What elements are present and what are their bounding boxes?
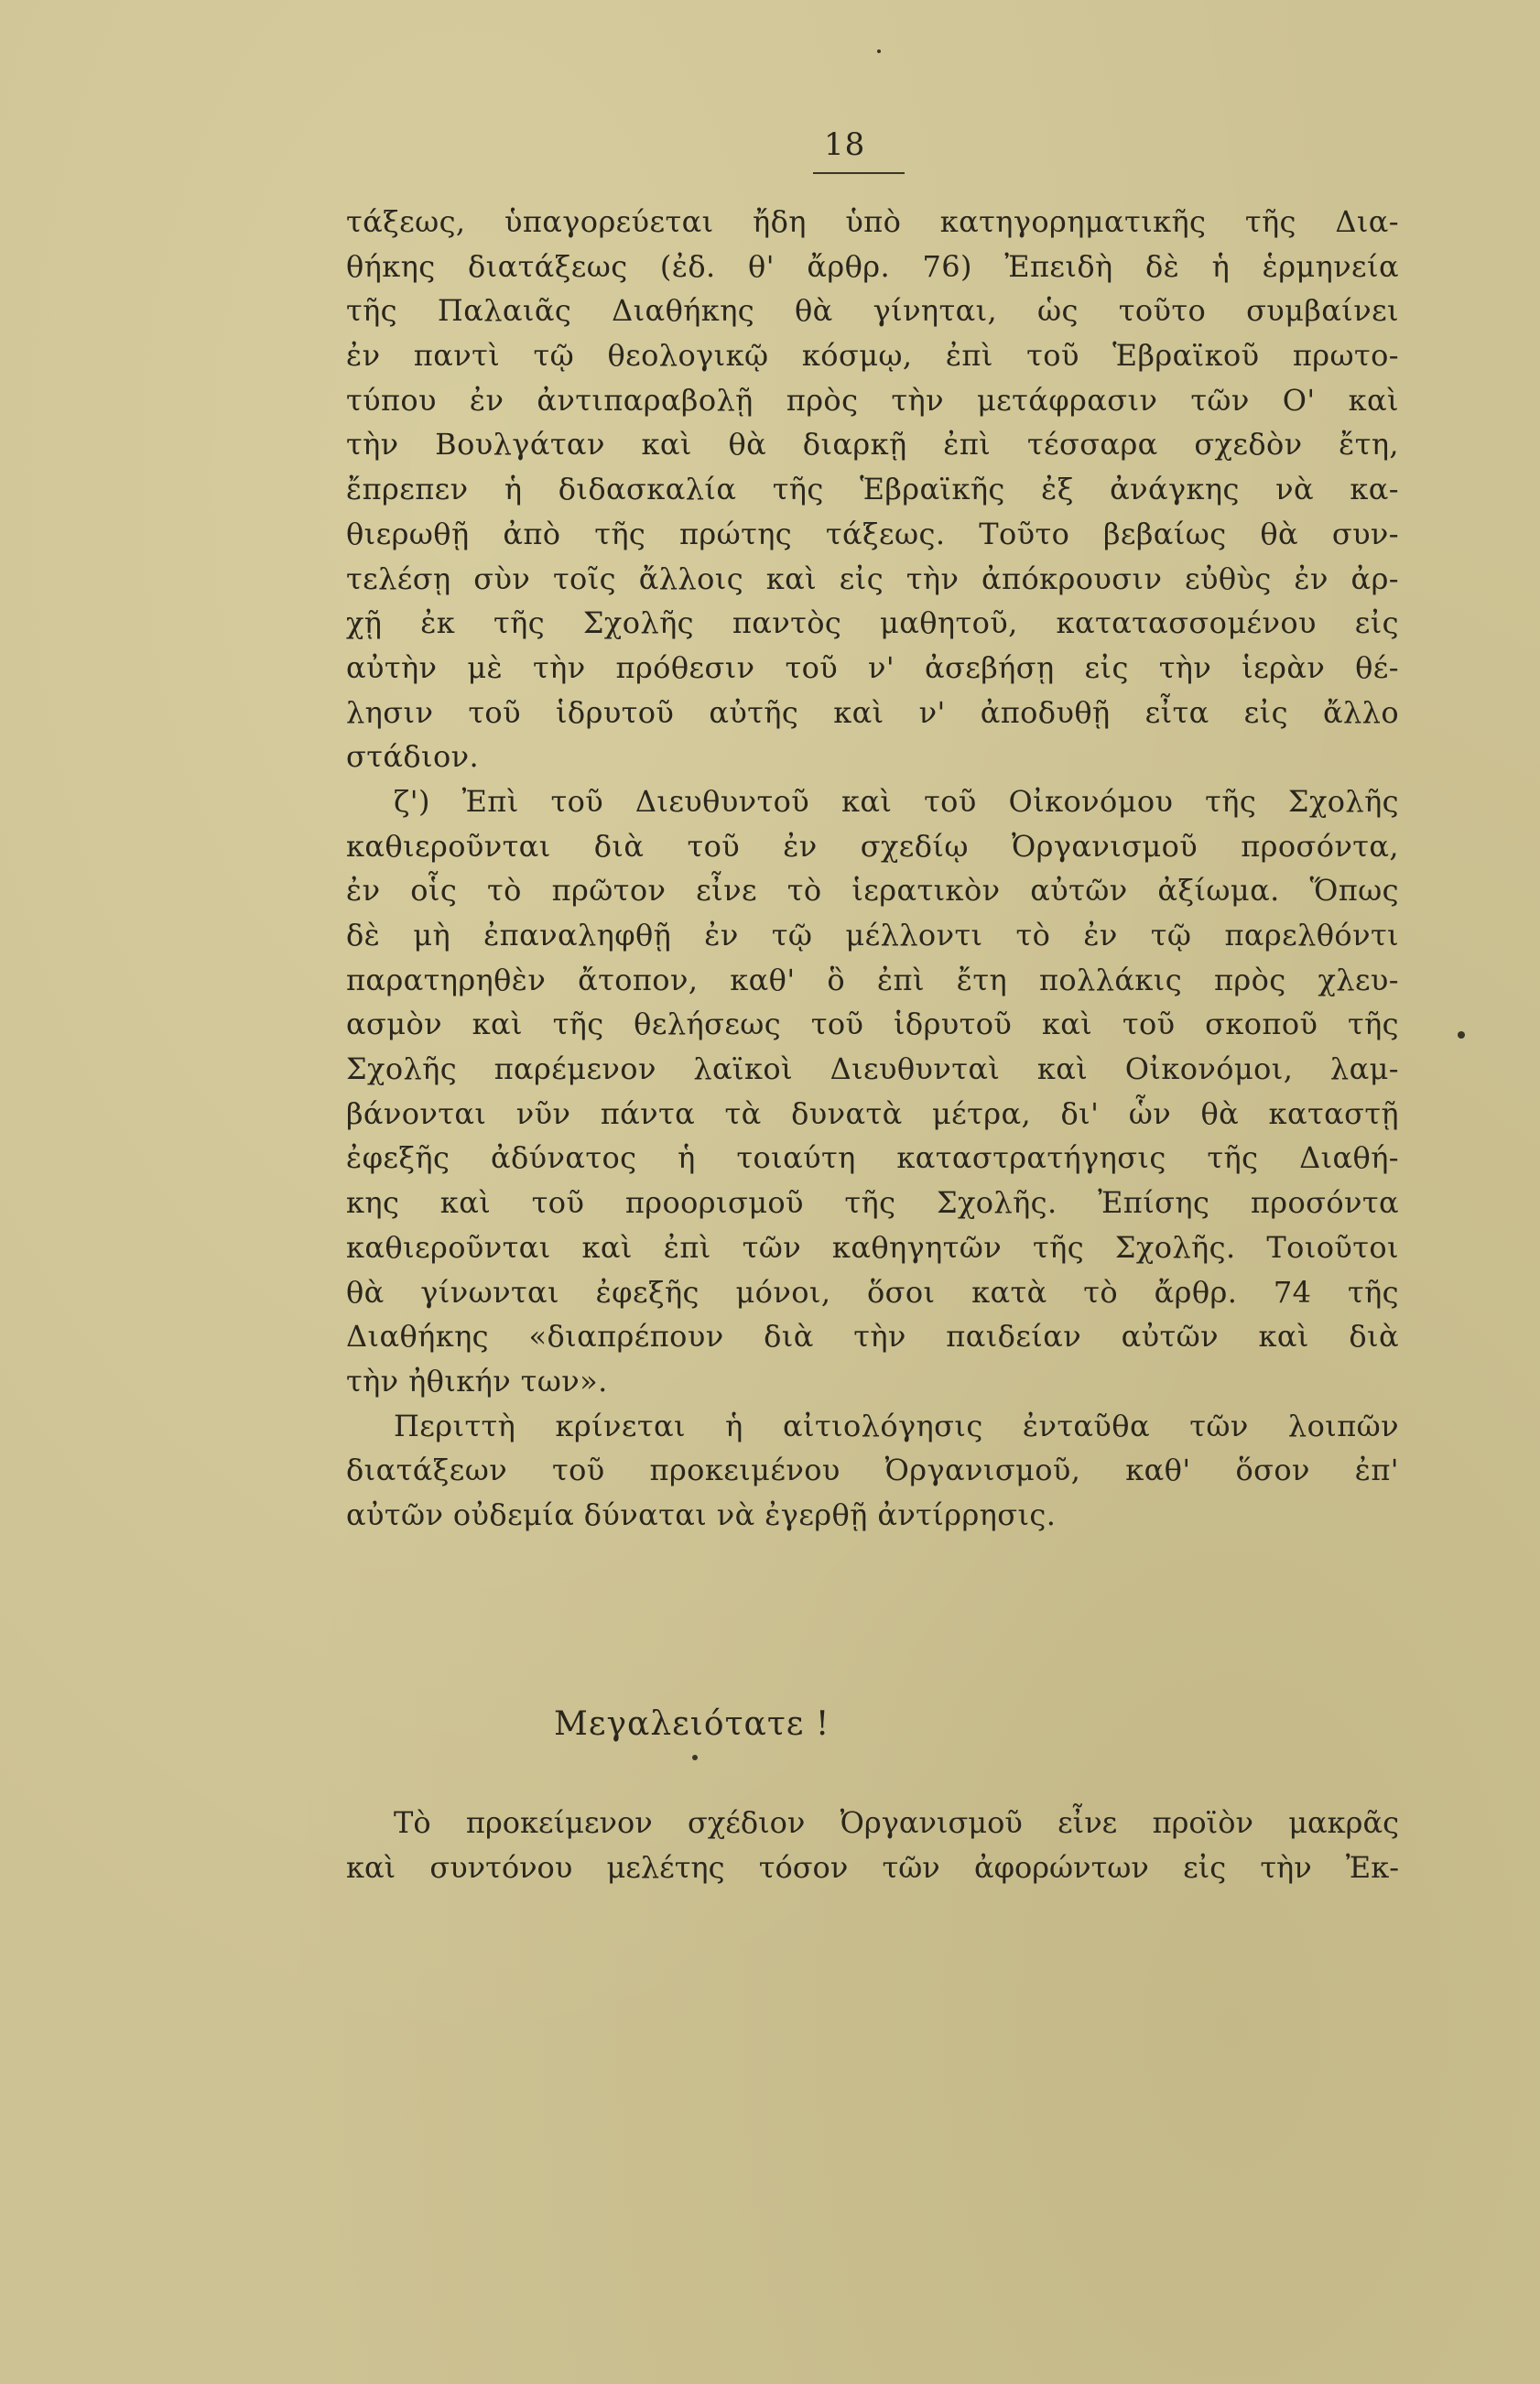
text-line: τάξεως, ὑπαγορεύεται ἤδη ὑπὸ κατηγορηματικῆς τῆς Δια- — [346, 204, 1399, 239]
ink-speck — [1458, 1031, 1465, 1039]
text-line: καθιεροῦνται διὰ τοῦ ἐν σχεδίῳ Ὀργανισμοῦ προσόντα, — [346, 828, 1399, 864]
text-line: ασμὸν καὶ τῆς θελήσεως τοῦ ἱδρυτοῦ καὶ τοῦ σκοποῦ τῆς — [346, 1007, 1399, 1042]
text-line: δὲ μὴ ἐπαναληφθῇ ἐν τῷ μέλλοντι τὸ ἐν τῷ παρελθόντι — [346, 918, 1399, 953]
ink-speck — [877, 49, 881, 53]
text-line: θιερωθῇ ἀπὸ τῆς πρώτης τάξεως. Τοῦτο βεβαίως θὰ συν- — [346, 516, 1399, 551]
text-line: τύπου ἐν ἀντιπαραβολῇ πρὸς τὴν μετάφρασιν τῶν Ο' καὶ — [346, 382, 1399, 418]
closing-paragraph — [346, 1801, 1399, 1890]
text-line: Διαθήκης «διαπρέπουν διὰ τὴν παιδείαν αὐτῶν καὶ διὰ — [346, 1319, 1399, 1355]
ink-speck — [692, 1755, 698, 1760]
text-line: κης καὶ τοῦ προορισμοῦ τῆς Σχολῆς. Ἐπίσης προσόντα — [346, 1185, 1399, 1221]
text-line: χῇ ἐκ τῆς Σχολῆς παντὸς μαθητοῦ, κατατασσομένου εἰς — [346, 605, 1399, 641]
page-number: 18 — [824, 126, 866, 163]
text-line: αὐτὴν μὲ τὴν πρόθεσιν τοῦ ν' ἀσεβήσῃ εἰς τὴν ἱερὰν θέ- — [346, 649, 1399, 685]
text-line: ἐφεξῆς ἀδύνατος ἡ τοιαύτη καταστρατήγησις τῆς Διαθή- — [346, 1140, 1399, 1176]
text-line: λησιν τοῦ ἱδρυτοῦ αὐτῆς καὶ ν' ἀποδυθῇ εἶτα εἰς ἄλλο — [346, 694, 1399, 730]
text-line: ζ') Ἐπὶ τοῦ Διευθυντοῦ καὶ τοῦ Οἰκονόμου τῆς Σχολῆς — [394, 783, 1399, 819]
body-text — [346, 200, 1399, 1538]
paragraph-2 — [346, 779, 1399, 1404]
paragraph-1 — [346, 200, 1399, 779]
text-line: παρατηρηθὲν ἄτοπον, καθ' ὃ ἐπὶ ἔτη πολλάκις πρὸς χλευ- — [346, 962, 1399, 997]
text-line: τὴν Βουλγάταν καὶ θὰ διαρκῇ ἐπὶ τέσσαρα σχεδὸν ἔτη, — [346, 427, 1399, 463]
text-line: τὴν ἠθικήν των». — [346, 1363, 608, 1399]
text-line: καθιεροῦνται καὶ ἐπὶ τῶν καθηγητῶν τῆς Σχολῆς. Τοιοῦτοι — [346, 1229, 1399, 1265]
text-line: καὶ συντόνου μελέτης τόσον τῶν ἀφορώντων εἰς τὴν Ἐκ- — [346, 1850, 1399, 1885]
text-line: τῆς Παλαιᾶς Διαθήκης θὰ γίνηται, ὡς τοῦτο συμβαίνει — [346, 293, 1399, 329]
text-line: αὐτῶν οὐδεμία δύναται νὰ ἐγερθῇ ἀντίρρησις. — [346, 1497, 1057, 1532]
text-line: θὰ γίνωνται ἐφεξῆς μόνοι, ὅσοι κατὰ τὸ ἄρθρ. 74 τῆς — [346, 1274, 1399, 1310]
text-line: ἔπρεπεν ἡ διδασκαλία τῆς Ἑβραϊκῆς ἐξ ἀνάγκης νὰ κα- — [346, 472, 1399, 507]
text-line: Σχολῆς παρέμενον λαϊκοὶ Διευθυνταὶ καὶ Οἰκονόμοι, λαμ- — [346, 1051, 1399, 1087]
text-line: τελέσῃ σὺν τοῖς ἄλλοις καὶ εἰς τὴν ἀπόκρουσιν εὐθὺς ἐν ἀρ- — [346, 561, 1399, 596]
text-line: Τὸ προκείμενον σχέδιον Ὀργανισμοῦ εἶνε προϊὸν μακρᾶς — [394, 1805, 1399, 1840]
page-number-rule — [813, 172, 905, 174]
text-line: ἐν οἷς τὸ πρῶτον εἶνε τὸ ἱερατικὸν αὐτῶν ἀξίωμα. Ὅπως — [346, 873, 1399, 909]
text-line: ἐν παντὶ τῷ θεολογικῷ κόσμῳ, ἐπὶ τοῦ Ἑβραϊκοῦ πρωτο- — [346, 338, 1399, 374]
text-line: Περιττὴ κρίνεται ἡ αἰτιολόγησις ἐνταῦθα τῶν λοιπῶν — [394, 1408, 1399, 1443]
text-line: βάνονται νῦν πάντα τὰ δυνατὰ μέτρα, δι' ὧν θὰ καταστῇ — [346, 1095, 1399, 1131]
section-heading: Μεγαλειότατε ! — [554, 1705, 830, 1743]
text-line: θήκης διατάξεως (ἐδ. θ' ἄρθρ. 76) Ἐπειδὴ δὲ ἡ ἑρμηνεία — [346, 248, 1399, 284]
paragraph-3 — [346, 1404, 1399, 1538]
text-line: διατάξεων τοῦ προκειμένου Ὀργανισμοῦ, καθ' ὅσον ἐπ' — [346, 1453, 1399, 1488]
text-line: στάδιον. — [346, 739, 480, 775]
